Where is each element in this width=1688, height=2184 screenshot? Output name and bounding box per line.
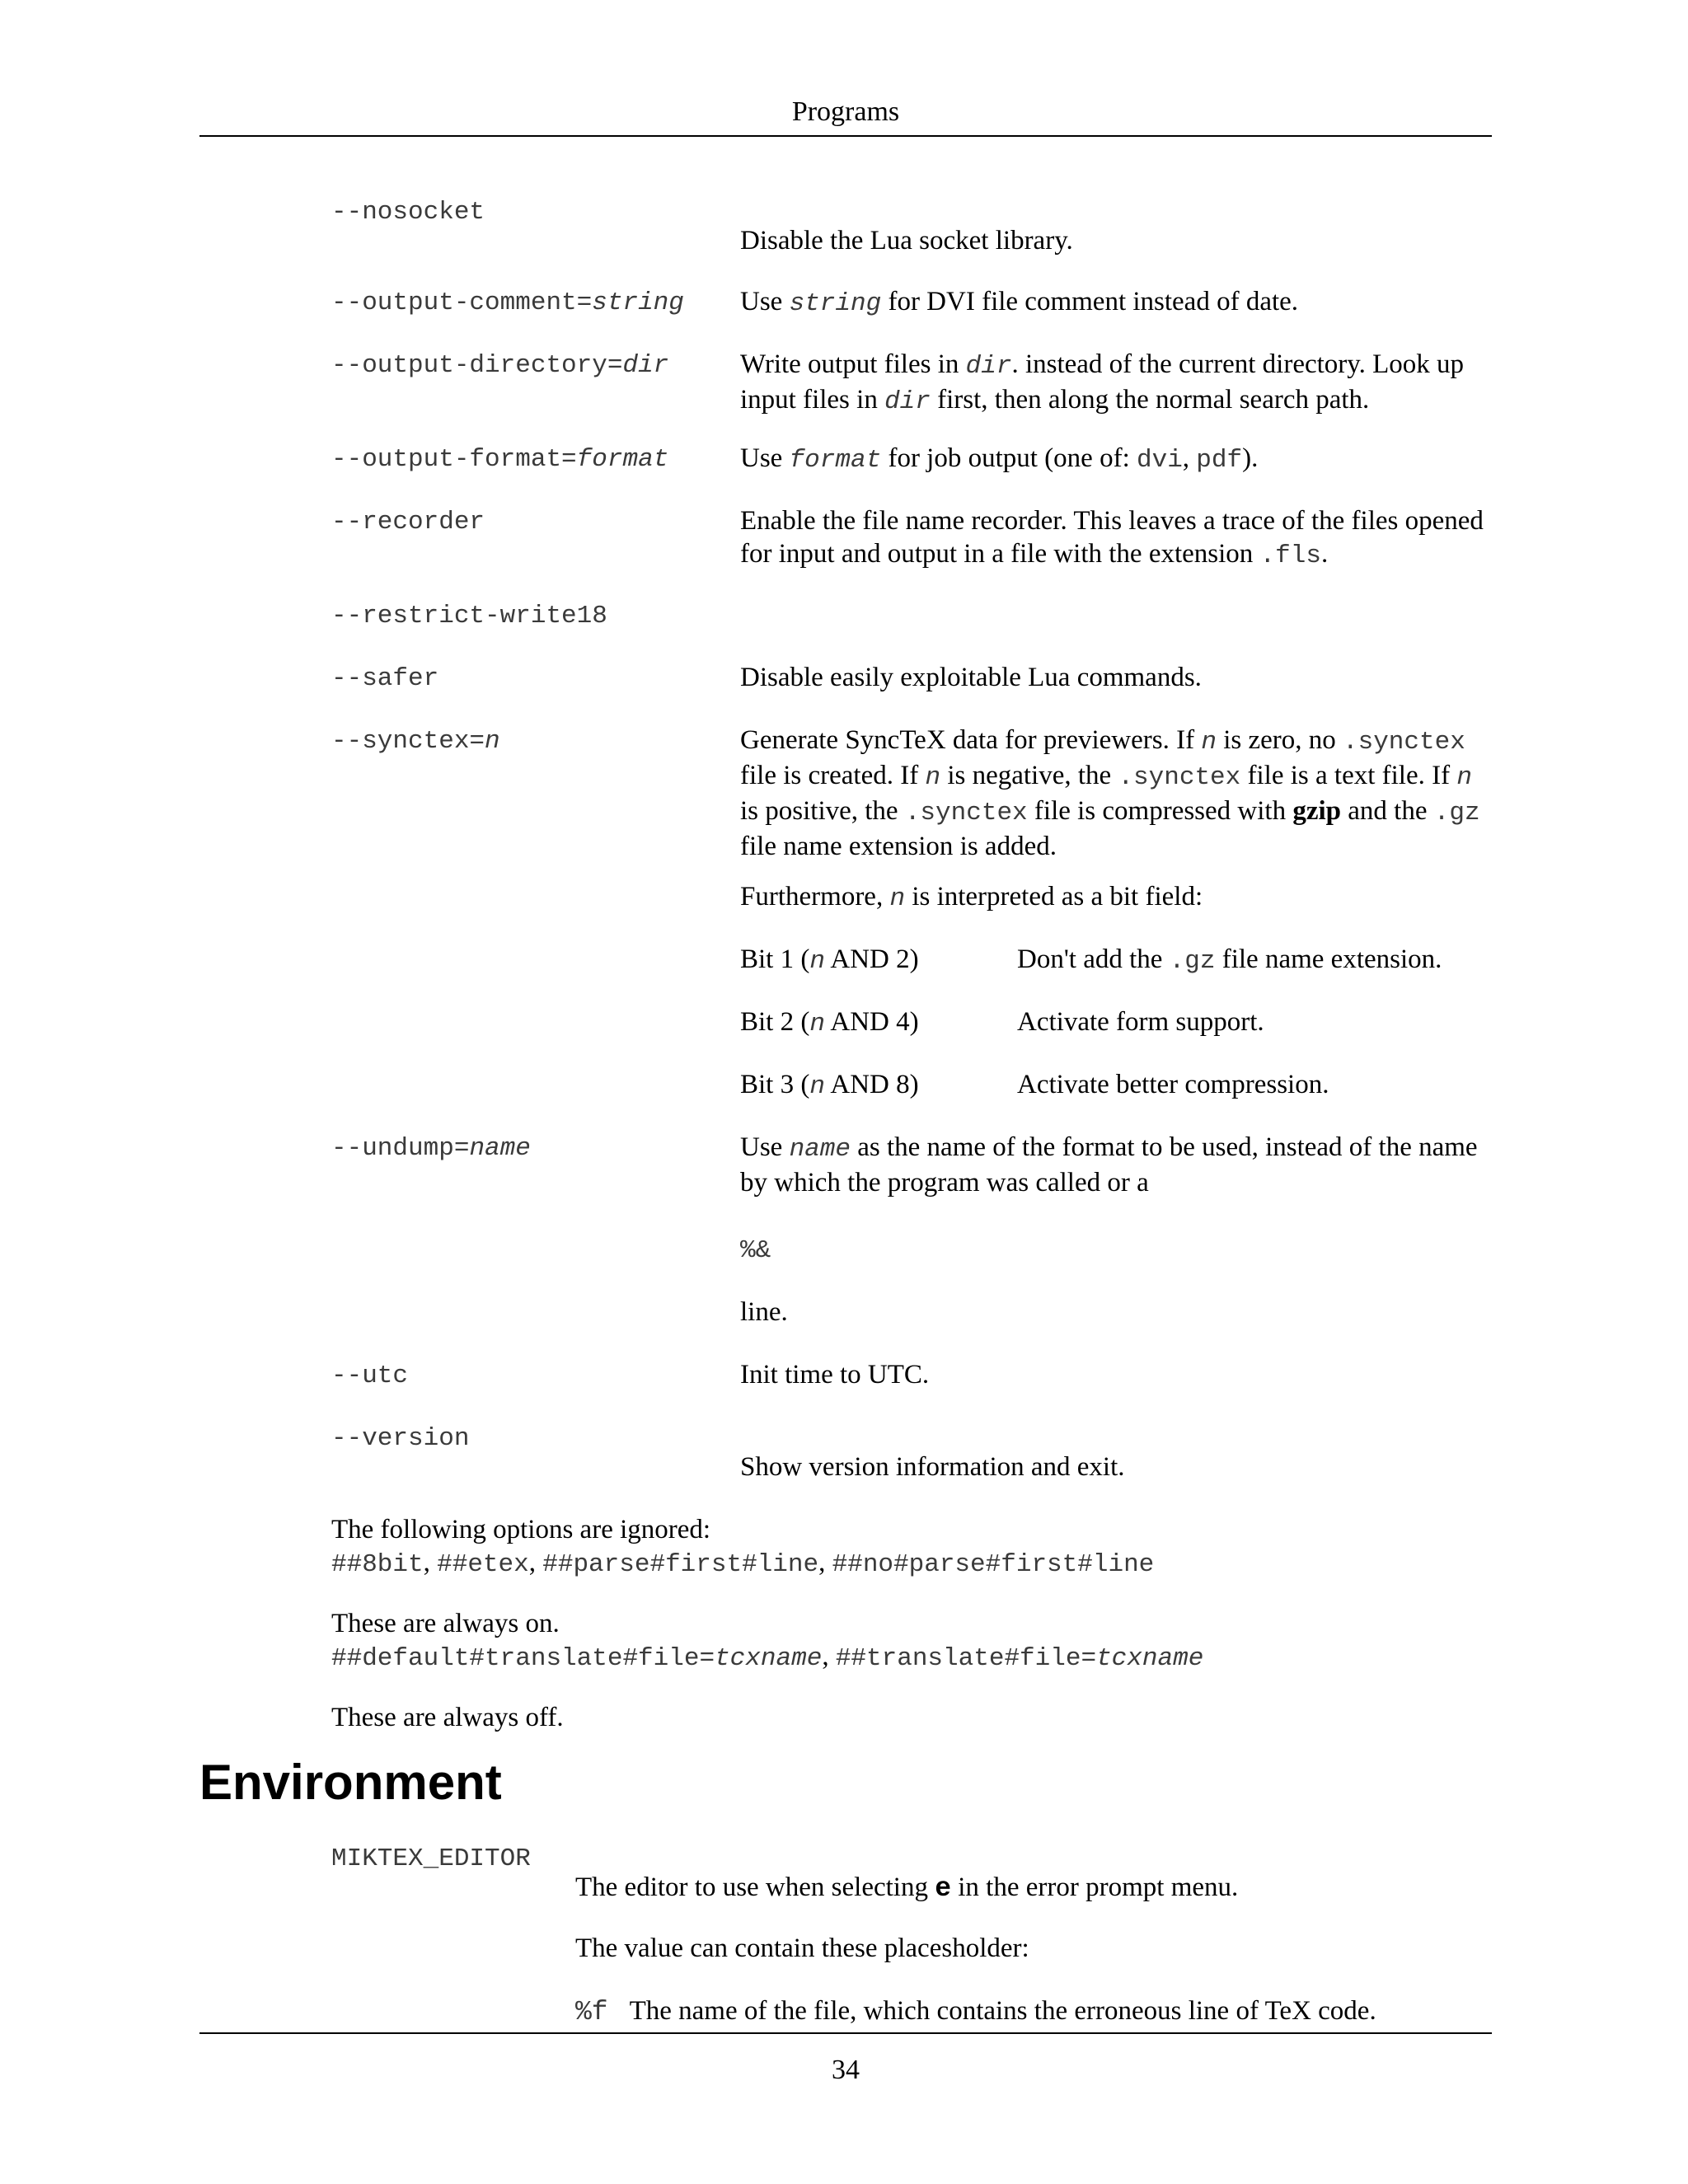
always-on-paragraph: These are always on. ##default#translate#file=tcxname, ##translate#file=tcxname	[331, 1609, 1204, 1673]
option-undump-desc: Use name as the name of the format to be used, instead of the name by which the program was called or a	[740, 1132, 1478, 1197]
always-off-paragraph: These are always off.	[331, 1703, 564, 1732]
footer-rule	[199, 2032, 1492, 2034]
option-recorder: --recorder	[331, 508, 485, 537]
option-utc: --utc	[331, 1361, 409, 1390]
option-synctex-desc: Generate SyncTeX data for previewers. If n is zero, no .synctex file is created. If n is negative, the .synctex file is a text file. If n is positive, the .synctex file is compressed with gzip and the .gz file name extension is added.	[740, 725, 1480, 861]
running-header: Programs	[791, 96, 900, 127]
option-undump: --undump=name	[331, 1134, 531, 1163]
option-safer-desc: Disable easily exploitable Lua commands.	[740, 663, 1202, 692]
ignored-options-paragraph: The following options are ignored: ##8bit, ##etex, ##parse#first#line, ##no#parse#first#line	[331, 1515, 1155, 1579]
option-nosocket: --nosocket	[331, 198, 485, 227]
option-synctex: --synctex=n	[331, 727, 500, 756]
synctex-bit-1-label: Bit 1 (n AND 2)	[740, 944, 919, 976]
header-rule	[199, 135, 1492, 137]
option-utc-desc: Init time to UTC.	[740, 1360, 930, 1390]
option-output-comment-desc: Use string for DVI file comment instead of date.	[740, 287, 1299, 318]
env-var-miktex-editor: MIKTEX_EDITOR	[331, 1844, 531, 1873]
env-placeholder-f: %f The name of the file, which contains the erroneous line of TeX code.	[575, 1996, 1376, 2027]
synctex-bit-2-desc: Activate form support.	[1017, 1007, 1264, 1037]
undump-code: %&	[740, 1236, 771, 1265]
env-var-desc: The editor to use when selecting e in the error prompt menu.	[575, 1872, 1239, 1904]
option-version-desc: Show version information and exit.	[740, 1452, 1125, 1482]
env-placeholder-intro: The value can contain these placesholder:	[575, 1933, 1029, 1963]
option-nosocket-desc: Disable the Lua socket library.	[740, 226, 1073, 255]
synctex-bit-3-desc: Activate better compression.	[1017, 1070, 1329, 1099]
option-output-directory: --output-directory=dir	[331, 351, 669, 380]
undump-line-text: line.	[740, 1297, 788, 1327]
synctex-bit-3-label: Bit 3 (n AND 8)	[740, 1070, 919, 1101]
page-number: 34	[832, 2055, 860, 2085]
option-output-directory-desc: Write output files in dir. instead of the current directory. Look up input files in dir first, then along the normal search path.	[740, 349, 1465, 416]
option-output-format: --output-format=format	[331, 445, 669, 474]
option-output-comment: --output-comment=string	[331, 288, 684, 317]
option-output-format-desc: Use format for job output (one of: dvi, pdf).	[740, 443, 1259, 475]
synctex-bit-1-desc: Don't add the .gz file name extension.	[1017, 944, 1442, 976]
option-recorder-desc: Enable the file name recorder. This leaves a trace of the files opened for input and output in a file with the extension .fls.	[740, 506, 1484, 570]
synctex-bitfield-intro: Furthermore, n is interpreted as a bit field:	[740, 882, 1203, 913]
section-heading-environment: Environment	[199, 1755, 502, 1810]
option-restrict-write18: --restrict-write18	[331, 602, 607, 630]
synctex-bit-2-label: Bit 2 (n AND 4)	[740, 1007, 919, 1038]
option-safer: --safer	[331, 664, 439, 693]
option-version: --version	[331, 1424, 470, 1453]
